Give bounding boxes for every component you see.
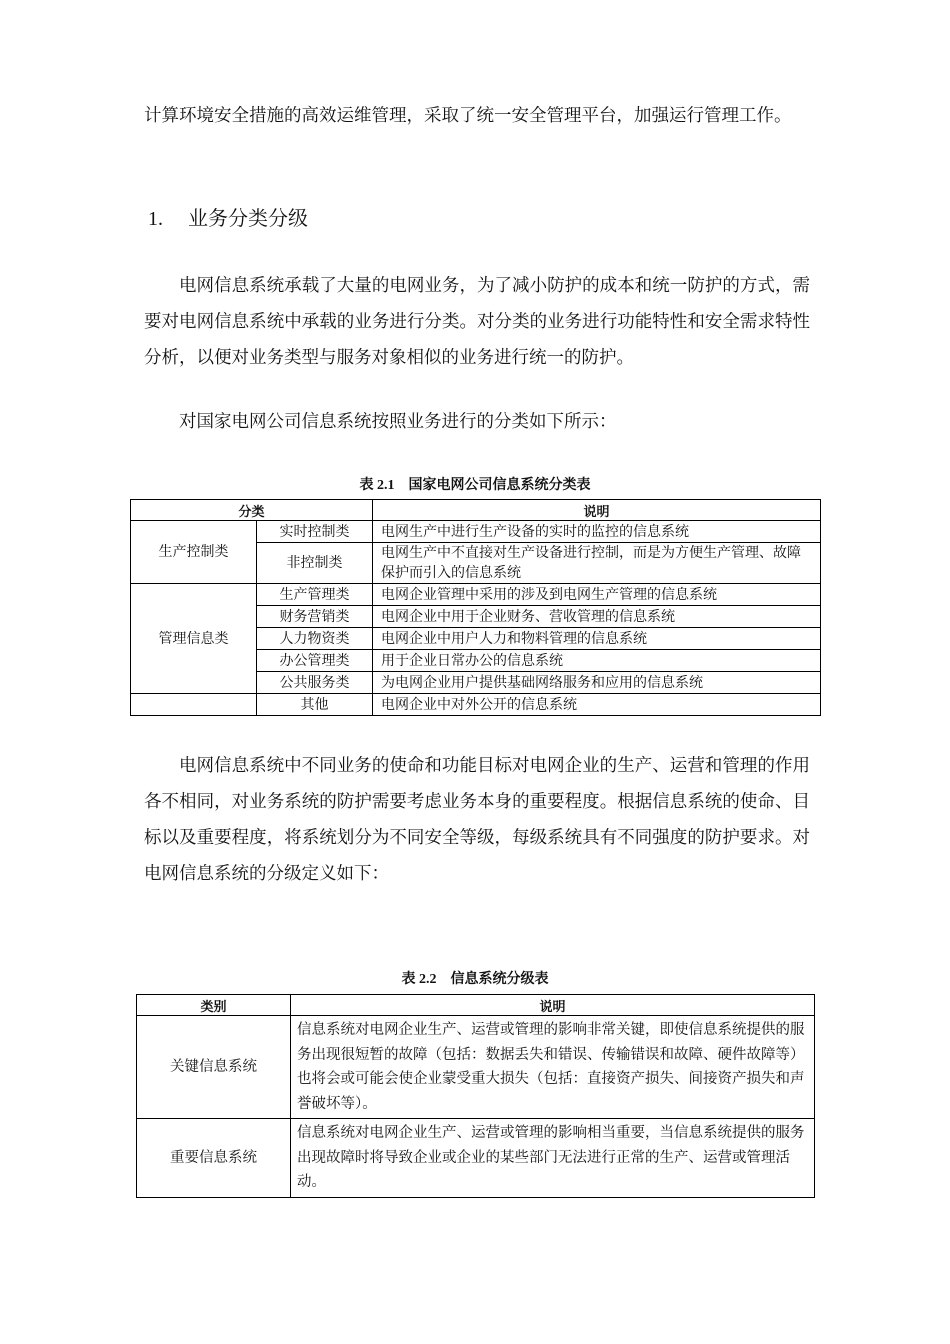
table2-caption-text: 信息系统分级表 (450, 971, 549, 987)
table-header-row (137, 995, 815, 1016)
paragraph-table-intro: 对国家电网公司信息系统按照业务进行的分类如下所示： (179, 412, 617, 432)
header-category: 类别 (137, 995, 291, 1016)
description-cell: 用于企业日常办公的信息系统 (373, 650, 821, 672)
description-cell: 电网企业中对外公开的信息系统 (373, 694, 821, 716)
subcategory-cell: 生产管理类 (257, 584, 373, 606)
classification-table (130, 499, 821, 716)
heading-number: 1. (148, 208, 163, 230)
description-cell: 电网生产中不直接对生产设备进行控制，而是为方便生产管理、故障保护而引入的信息系统 (373, 543, 821, 584)
table2-caption (0, 968, 950, 988)
subcategory-cell: 人力物资类 (257, 628, 373, 650)
subcategory-cell: 其他 (257, 694, 373, 716)
category-cell: 关键信息系统 (137, 1016, 291, 1119)
paragraph-grading: 电网信息系统中不同业务的使命和功能目标对电网企业的生产、运营和管理的作用各不相同，对业务系统的防护需要考虑业务本身的重要程度。根据信息系统的使命、目标以及重要程度，将系统划分为不同安全等级，每级系统具有不同强度的防护要求。对电网信息系统的分级定义如下： (144, 756, 810, 884)
table1-caption (0, 474, 950, 494)
heading-text: 业务分类分级 (188, 206, 308, 230)
paragraph-intro: 计算环境安全措施的高效运维管理，采取了统一安全管理平台，加强运行管理工作。 (144, 106, 792, 126)
description-cell: 电网企业中用户人力和物料管理的信息系统 (373, 628, 821, 650)
table-header-row (131, 500, 821, 521)
group-production-control: 生产控制类 (131, 521, 257, 584)
table-row (131, 694, 821, 716)
header-category: 分类 (131, 500, 373, 521)
table1-caption-number: 表 2.1 (359, 478, 395, 493)
table-row (131, 584, 821, 606)
table2-caption-number: 表 2.2 (401, 972, 437, 987)
table-row (131, 521, 821, 543)
description-cell: 电网生产中进行生产设备的实时的监控的信息系统 (373, 521, 821, 543)
description-cell: 信息系统对电网企业生产、运营或管理的影响非常关键，即使信息系统提供的服务出现很短暂的故障（包括：数据丢失和错误、传输错误和故障、硬件故障等）也将会或可能会使企业蒙受重大损失（包括：直接资产损失、间接资产损失和声誉破坏等）。 (291, 1016, 815, 1119)
description-cell: 信息系统对电网企业生产、运营或管理的影响相当重要，当信息系统提供的服务出现故障时将导致企业或企业的某些部门无法进行正常的生产、运营或管理活动。 (291, 1119, 815, 1198)
subcategory-cell: 财务营销类 (257, 606, 373, 628)
subcategory-cell: 实时控制类 (257, 521, 373, 543)
category-cell: 重要信息系统 (137, 1119, 291, 1198)
section-heading (148, 200, 308, 237)
description-cell: 为电网企业用户提供基础网络服务和应用的信息系统 (373, 672, 821, 694)
grading-table (136, 994, 815, 1198)
header-description: 说明 (373, 500, 821, 521)
description-cell: 电网企业中用于企业财务、营收管理的信息系统 (373, 606, 821, 628)
group-management-info: 管理信息类 (131, 584, 257, 694)
header-description: 说明 (291, 995, 815, 1016)
paragraph-classification: 电网信息系统承载了大量的电网业务，为了减小防护的成本和统一防护的方式，需要对电网信息系统中承载的业务进行分类。对分类的业务进行功能特性和安全需求特性分析，以便对业务类型与服务对象相似的业务进行统一的防护。 (144, 276, 810, 368)
group-empty (131, 694, 257, 716)
table-row (137, 1016, 815, 1119)
description-cell: 电网企业管理中采用的涉及到电网生产管理的信息系统 (373, 584, 821, 606)
subcategory-cell: 办公管理类 (257, 650, 373, 672)
table1-caption-text: 国家电网公司信息系统分类表 (408, 477, 591, 493)
subcategory-cell: 公共服务类 (257, 672, 373, 694)
table-row (137, 1119, 815, 1198)
subcategory-cell: 非控制类 (257, 543, 373, 584)
